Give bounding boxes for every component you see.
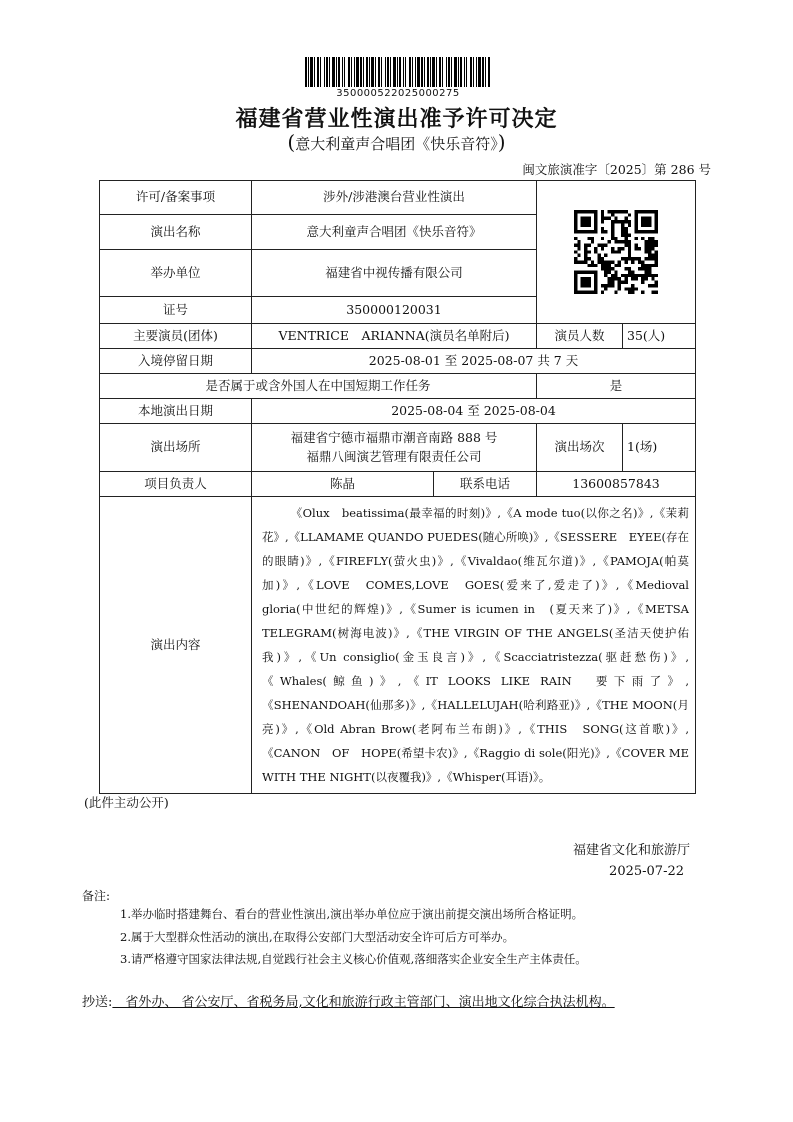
manager-label: 项目负责人 — [100, 472, 252, 497]
sessions-label: 演出场次 — [537, 424, 623, 472]
stay-value: 2025-08-01 至 2025-08-07 共 7 天 — [252, 349, 696, 374]
organizer-value: 福建省中视传播有限公司 — [252, 250, 537, 297]
qr-code-icon — [574, 210, 658, 294]
performer-count-value: 35(人) — [623, 324, 696, 349]
page-title: 福建省营业性演出准予许可决定 — [235, 107, 558, 132]
sessions-value: 1(场) — [623, 424, 696, 472]
cc-label: 抄送: — [82, 995, 113, 1010]
note-item: 3.请严格遵守国家法律法规,自觉践行社会主义核心价值观,落细落实企业安全生产主体责任。 — [120, 952, 587, 966]
note-item: 2.属于大型群众性活动的演出,在取得公安部门大型活动安全许可后方可举办。 — [120, 930, 515, 944]
short-term-value: 是 — [537, 374, 696, 399]
item-label: 许可/备案事项 — [100, 181, 252, 215]
manager-value: 陈晶 — [252, 472, 434, 497]
subtitle-open-paren: ( — [287, 130, 296, 154]
stay-label: 入境停留日期 — [100, 349, 252, 374]
venue-label: 演出场所 — [100, 424, 252, 472]
phone-label: 联系电话 — [434, 472, 537, 497]
barcode-number: 350000522025000275 — [336, 88, 460, 99]
subtitle-text: 意大利童声合唱团《快乐音符》 — [295, 135, 498, 153]
permit-table — [99, 180, 696, 794]
cc-recipients: 省外办、 省公安厅、省税务局,文化和旅游行政主管部门、演出地文化综合执法机构。 — [112, 995, 615, 1010]
local-dates-label: 本地演出日期 — [100, 399, 252, 424]
public-note: (此件主动公开) — [84, 795, 169, 810]
content-label: 演出内容 — [100, 497, 252, 794]
venue-value — [252, 424, 537, 472]
cert-label: 证号 — [100, 297, 252, 324]
note-item: 1.举办临时搭建舞台、看台的营业性演出,演出举办单位应于演出前提交演出场所合格证明。 — [120, 907, 584, 921]
name-value: 意大利童声合唱团《快乐音符》 — [252, 215, 537, 250]
page-subtitle — [0, 130, 793, 154]
venue-company: 福鼎八闽演艺管理有限责任公司 — [306, 448, 482, 464]
performers-value: VENTRICE ARIANNA(演员名单附后) — [252, 324, 537, 349]
phone-value: 13600857843 — [537, 472, 696, 497]
document-number: 闽文旅演准字〔2025〕第 286 号 — [522, 162, 711, 177]
local-dates-value: 2025-08-04 至 2025-08-04 — [252, 399, 696, 424]
qr-cell — [537, 181, 696, 324]
cert-value: 350000120031 — [252, 297, 537, 324]
name-label: 演出名称 — [100, 215, 252, 250]
subtitle-close-paren: ) — [497, 130, 506, 154]
notes-title: 备注: — [82, 889, 111, 903]
issue-date: 2025-07-22 — [609, 864, 684, 879]
content-value: 《Olux beatissima(最幸福的时刻)》,《A mode tuo(以你之名)》,《茉莉花》,《LLAMAME QUANDO PUEDES(随心所唤)》,《SESSERE EYEE(存在的眼睛)》,《FIREFLY(萤火虫)》,《Vivaldao(维瓦尔道)》,《PAMOJA(帕莫加)》,《LOVE COMES,LOVE GOES(爱来了,爱走了)》,《Medioval gloria(中世纪的辉煌)》,《Sumer is icumen in (夏天来了)》,《METSA TELEGRAM(树海电波)》,《THE VIRGIN OF THE ANGELS(圣洁天使护佑我)》,《Un consiglio(金玉良言)》,《Scacciatristezza(驱赶愁伤)》,《Whales(鲸鱼)》,《IT LOOKS LIKE RAIN 要下雨了》,《SHENANDOAH(仙那多)》,《HALLELUJAH(哈利路亚)》,《THE MOON(月亮)》,《Old Abran Brow(老阿布兰布朗)》,《THIS SONG(这首歌)》,《CANON OF HOPE(希望卡农)》,《Raggio di sole(阳光)》,《COVER ME WITH THE NIGHT(以夜覆我)》,《Whisper(耳语)》。 — [252, 497, 696, 794]
barcode-image — [305, 57, 491, 87]
performers-label: 主要演员(团体) — [100, 324, 252, 349]
item-value: 涉外/涉港澳台营业性演出 — [252, 181, 537, 215]
short-term-label: 是否属于或含外国人在中国短期工作任务 — [100, 374, 537, 399]
performer-count-label: 演员人数 — [537, 324, 623, 349]
venue-address: 福建省宁德市福鼎市潮音南路 888 号 — [290, 430, 498, 446]
cc-line — [82, 992, 714, 1014]
issuer-name: 福建省文化和旅游厅 — [572, 843, 690, 858]
organizer-label: 举办单位 — [100, 250, 252, 297]
